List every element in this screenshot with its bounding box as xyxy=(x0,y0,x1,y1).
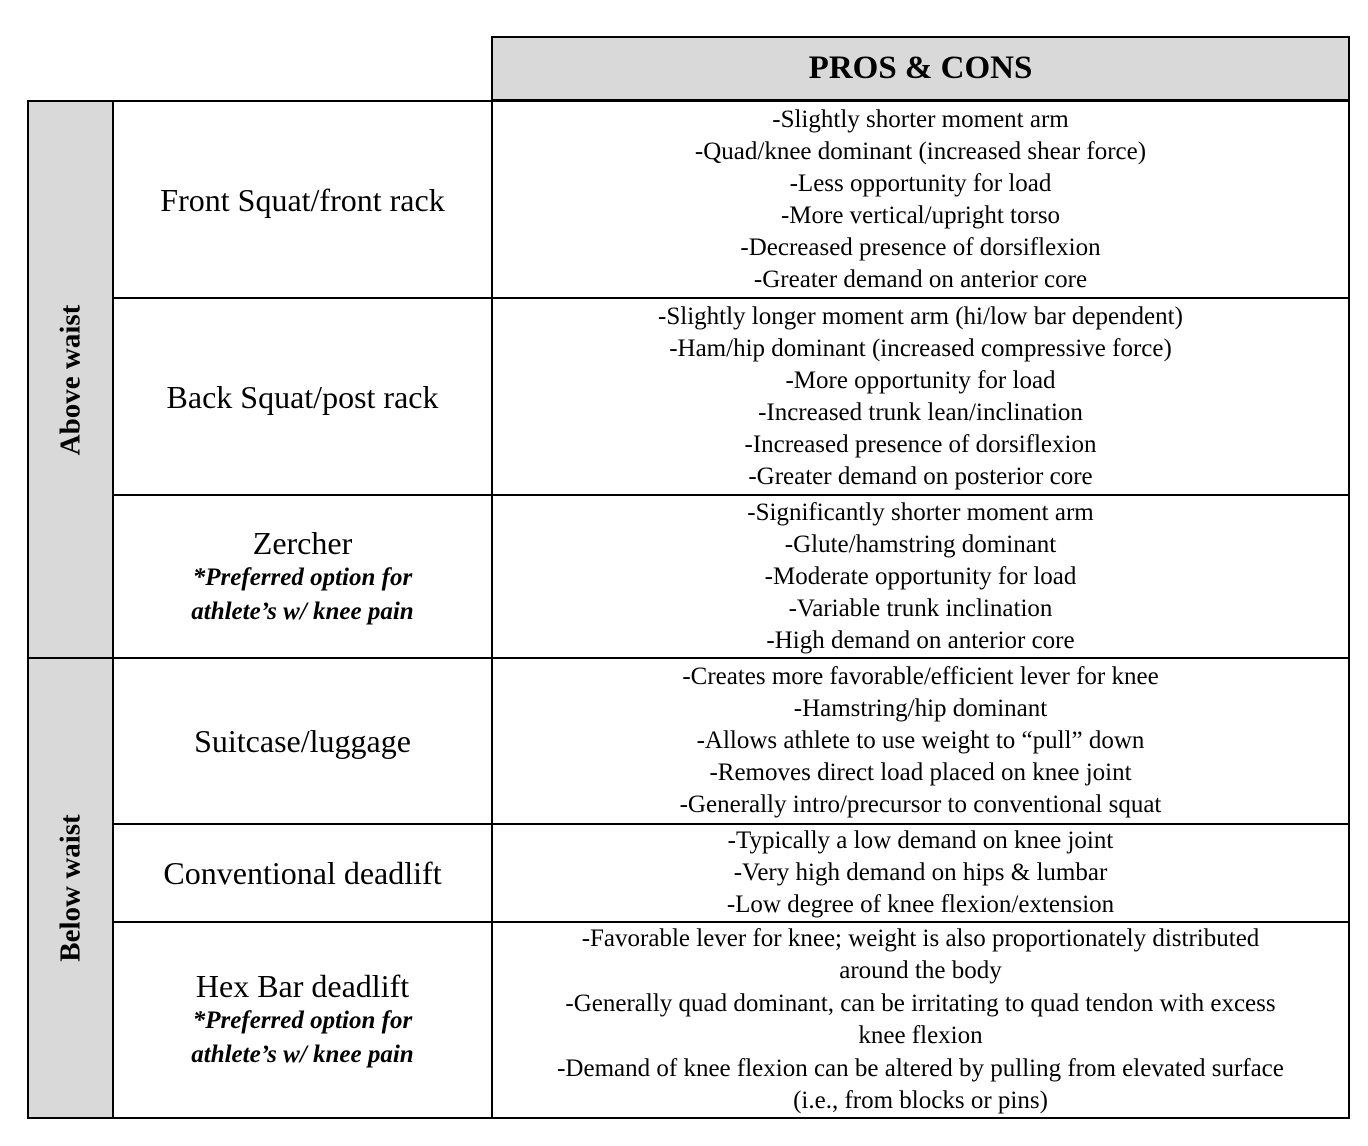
pros-cons-line: (i.e., from blocks or pins) xyxy=(793,1087,1048,1114)
group-label-above-waist: Above waist xyxy=(54,304,86,455)
pros-cons-line: -High demand on anterior core xyxy=(766,626,1075,654)
pros-cons-line: -Greater demand on anterior core xyxy=(753,265,1088,293)
pros-cons-cell xyxy=(491,823,1350,923)
pros-cons-line: -Very high demand on hips & lumbar xyxy=(733,859,1108,886)
pros-cons-header xyxy=(491,36,1350,101)
pros-cons-line: around the body xyxy=(839,957,1002,984)
exercise-note: *Preferred option for xyxy=(192,563,413,591)
exercise-name-cell xyxy=(112,823,493,923)
exercise-name: Zercher xyxy=(252,524,353,561)
pros-cons-line: -Slightly shorter moment arm xyxy=(772,105,1069,133)
pros-cons-line: -Greater demand on posterior core xyxy=(748,462,1093,490)
pros-cons-line: -Increased presence of dorsiflexion xyxy=(744,430,1097,458)
exercise-name-cell xyxy=(112,297,493,496)
group-below-waist xyxy=(27,657,114,1119)
pros-cons-line: -Decreased presence of dorsiflexion xyxy=(740,233,1101,261)
exercise-name-cell xyxy=(112,494,493,659)
pros-cons-line: -Hamstring/hip dominant xyxy=(793,695,1048,722)
pros-cons-line: -More vertical/upright torso xyxy=(780,201,1061,229)
exercise-note: *Preferred option for xyxy=(192,1007,413,1034)
pros-cons-line: -Less opportunity for load xyxy=(789,169,1052,197)
exercise-name: Back Squat/post rack xyxy=(166,378,439,415)
pros-cons-line: -Moderate opportunity for load xyxy=(764,562,1077,590)
pros-cons-line: -Significantly shorter moment arm xyxy=(747,498,1094,526)
exercise-note: athlete’s w/ knee pain xyxy=(191,597,414,625)
pros-cons-line: -Favorable lever for knee; weight is also proportionately distributed xyxy=(581,924,1260,952)
pros-cons-cell xyxy=(491,921,1350,1119)
pros-cons-header-title: PROS & CONS xyxy=(808,50,1033,86)
pros-cons-line: -Increased trunk lean/inclination xyxy=(758,398,1083,426)
pros-cons-cell xyxy=(491,297,1350,496)
group-label-below-waist: Below waist xyxy=(54,814,86,962)
pros-cons-line: -Removes direct load placed on knee joint xyxy=(709,759,1132,786)
pros-cons-line: -Ham/hip dominant (increased compressive force) xyxy=(669,334,1172,362)
group-above-waist xyxy=(27,100,114,659)
exercise-name: Conventional deadlift xyxy=(163,855,442,891)
exercise-note: athlete’s w/ knee pain xyxy=(191,1041,414,1068)
pros-cons-line: -Generally intro/precursor to conventional squat xyxy=(679,791,1162,818)
pros-cons-cell xyxy=(491,494,1350,659)
exercise-name-cell xyxy=(112,657,493,825)
pros-cons-line: knee flexion xyxy=(858,1022,983,1049)
exercise-name-cell xyxy=(112,921,493,1119)
pros-cons-line: -More opportunity for load xyxy=(785,366,1056,394)
pros-cons-line: -Allows athlete to use weight to “pull” down xyxy=(696,727,1145,754)
exercise-name-cell xyxy=(112,100,493,299)
pros-cons-line: -Quad/knee dominant (increased shear force) xyxy=(694,137,1147,165)
pros-cons-line: -Variable trunk inclination xyxy=(788,594,1053,622)
pros-cons-cell xyxy=(491,657,1350,825)
pros-cons-line: -Typically a low demand on knee joint xyxy=(727,827,1114,854)
pros-cons-line: -Creates more favorable/efficient lever for knee xyxy=(682,663,1159,690)
pros-cons-line: -Demand of knee flexion can be altered by pulling from elevated surface xyxy=(557,1054,1284,1082)
pros-cons-line: -Glute/hamstring dominant xyxy=(784,530,1057,558)
pros-cons-cell xyxy=(491,100,1350,299)
pros-cons-line: -Low degree of knee flexion/extension xyxy=(726,891,1115,918)
pros-cons-line: -Slightly longer moment arm (hi/low bar dependent) xyxy=(658,302,1183,330)
pros-cons-line: -Generally quad dominant, can be irritating to quad tendon with excess xyxy=(565,989,1276,1017)
exercise-name: Suitcase/luggage xyxy=(194,723,411,759)
exercise-name: Hex Bar deadlift xyxy=(195,968,410,1004)
exercise-name: Front Squat/front rack xyxy=(160,181,445,218)
